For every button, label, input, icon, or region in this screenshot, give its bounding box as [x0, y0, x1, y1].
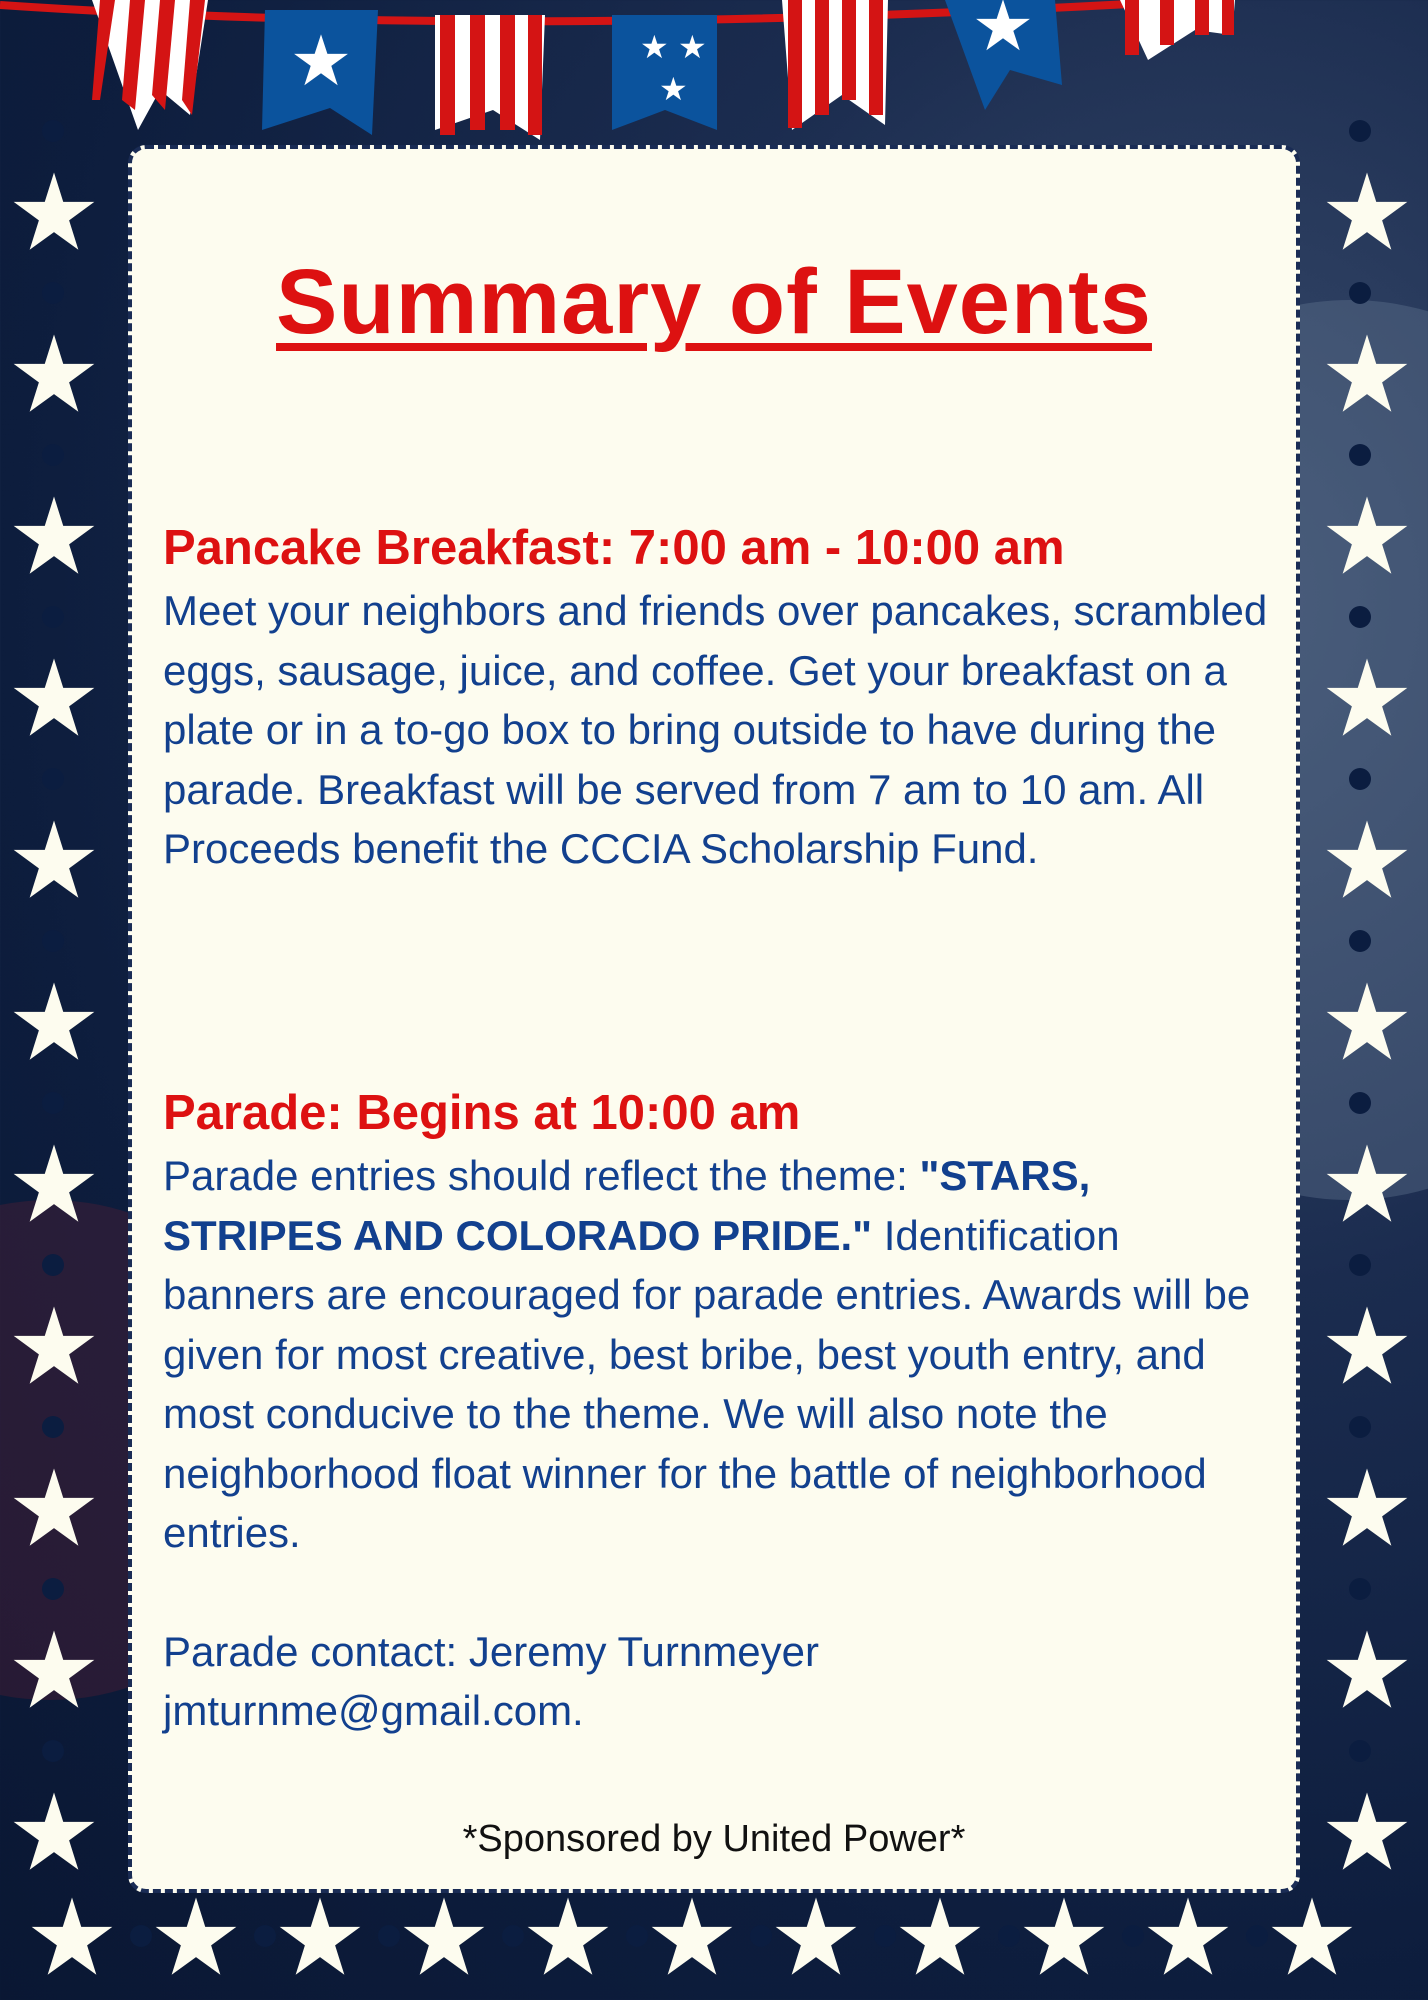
section-pancake-breakfast: [163, 515, 1273, 879]
dot-decoration: [1349, 1254, 1371, 1276]
dot-decoration: [1349, 1092, 1371, 1114]
dot-decoration: [42, 1578, 64, 1600]
dot-decoration: [378, 1925, 400, 1947]
body-suffix: Identification banners are encouraged for parade entries. Awards will be given for most creative, best bribe, best youth entry, and most conducive to the theme. We will also note the neighborhood float winner for the battle of neighborhood entries.: [163, 1211, 1251, 1556]
dot-decoration: [502, 1925, 524, 1947]
pennant-striped: [92, 0, 208, 130]
dot-decoration: [42, 1416, 64, 1438]
star-icon: [1325, 170, 1409, 254]
dot-decoration: [42, 1092, 64, 1114]
dot-decoration: [1349, 606, 1371, 628]
star-icon: [12, 980, 96, 1064]
svg-text:★: ★: [289, 22, 353, 100]
dot-decoration: [1122, 1925, 1144, 1947]
section-body: [163, 1146, 1273, 1563]
dot-decoration: [998, 1925, 1020, 1947]
dot-decoration: [42, 1740, 64, 1762]
dot-decoration: [42, 768, 64, 790]
star-icon: [1325, 656, 1409, 740]
dot-decoration: [1246, 1925, 1268, 1947]
dot-decoration: [1349, 444, 1371, 466]
pennant-striped: [1120, 0, 1235, 60]
dot-decoration: [42, 930, 64, 952]
contact-email[interactable]: jmturnme@gmail.com.: [163, 1687, 584, 1734]
star-icon: [898, 1895, 982, 1979]
dot-decoration: [42, 606, 64, 628]
star-icon: [774, 1895, 858, 1979]
body-prefix: Parade entries should reflect the theme:: [163, 1152, 920, 1199]
star-icon: [12, 170, 96, 254]
star-icon: [1325, 818, 1409, 902]
dot-decoration: [130, 1925, 152, 1947]
page-title: Summary of Events: [276, 251, 1152, 353]
star-icon: [526, 1895, 610, 1979]
bunting-banner: [0, 0, 1428, 150]
star-icon: [30, 1895, 114, 1979]
sponsor-note: *Sponsored by United Power*: [462, 1818, 966, 1860]
pennant-striped: [435, 15, 545, 140]
contact-line: Parade contact: Jeremy Turnmeyer: [163, 1627, 819, 1675]
star-icon: [12, 656, 96, 740]
star-icon: [1325, 1466, 1409, 1550]
star-icon: [1325, 1628, 1409, 1712]
star-icon: [154, 1895, 238, 1979]
section-heading: Pancake Breakfast: 7:00 am - 10:00 am: [163, 521, 1065, 575]
dot-decoration: [750, 1925, 772, 1947]
dot-decoration: [1349, 120, 1371, 142]
star-icon: [1325, 494, 1409, 578]
dot-decoration: [1349, 768, 1371, 790]
dot-decoration: [874, 1925, 896, 1947]
star-icon: [12, 1304, 96, 1388]
star-icon: [1270, 1895, 1354, 1979]
svg-text:★: ★: [971, 0, 1035, 65]
star-icon: [278, 1895, 362, 1979]
star-icon: [12, 1142, 96, 1226]
dot-decoration: [42, 120, 64, 142]
svg-text:★: ★: [678, 29, 707, 65]
dot-decoration: [1349, 1578, 1371, 1600]
svg-text:★: ★: [659, 71, 688, 107]
star-icon: [1146, 1895, 1230, 1979]
dot-decoration: [626, 1925, 648, 1947]
section-body: Meet your neighbors and friends over pancakes, scrambled eggs, sausage, juice, and coffee. Get your breakfast on a plate or in a to-go box to bring outside to have during the parade. Breakfast will be served from 7 am to 10 am. All Proceeds benefit the CCCIA Scholarship Fund.: [163, 587, 1268, 872]
dot-decoration: [1349, 1740, 1371, 1762]
star-icon: [650, 1895, 734, 1979]
dot-decoration: [1349, 930, 1371, 952]
star-icon: [1022, 1895, 1106, 1979]
star-icon: [12, 818, 96, 902]
section-heading: Parade: Begins at 10:00 am: [163, 1086, 801, 1140]
dot-decoration: [1349, 1416, 1371, 1438]
section-parade: [163, 1080, 1273, 1741]
dot-decoration: [42, 444, 64, 466]
dot-decoration: [254, 1925, 276, 1947]
parade-theme: "STARS, STRIPES AND COLORADO PRIDE.": [163, 1152, 1091, 1259]
star-icon: [1325, 1304, 1409, 1388]
pennant-striped: [782, 0, 888, 130]
star-icon: [1325, 1142, 1409, 1226]
dot-decoration: [42, 1254, 64, 1276]
star-icon: [12, 494, 96, 578]
star-icon: [12, 1628, 96, 1712]
svg-text:★: ★: [640, 29, 669, 65]
star-icon: [12, 1466, 96, 1550]
star-icon: [402, 1895, 486, 1979]
star-icon: [1325, 980, 1409, 1064]
